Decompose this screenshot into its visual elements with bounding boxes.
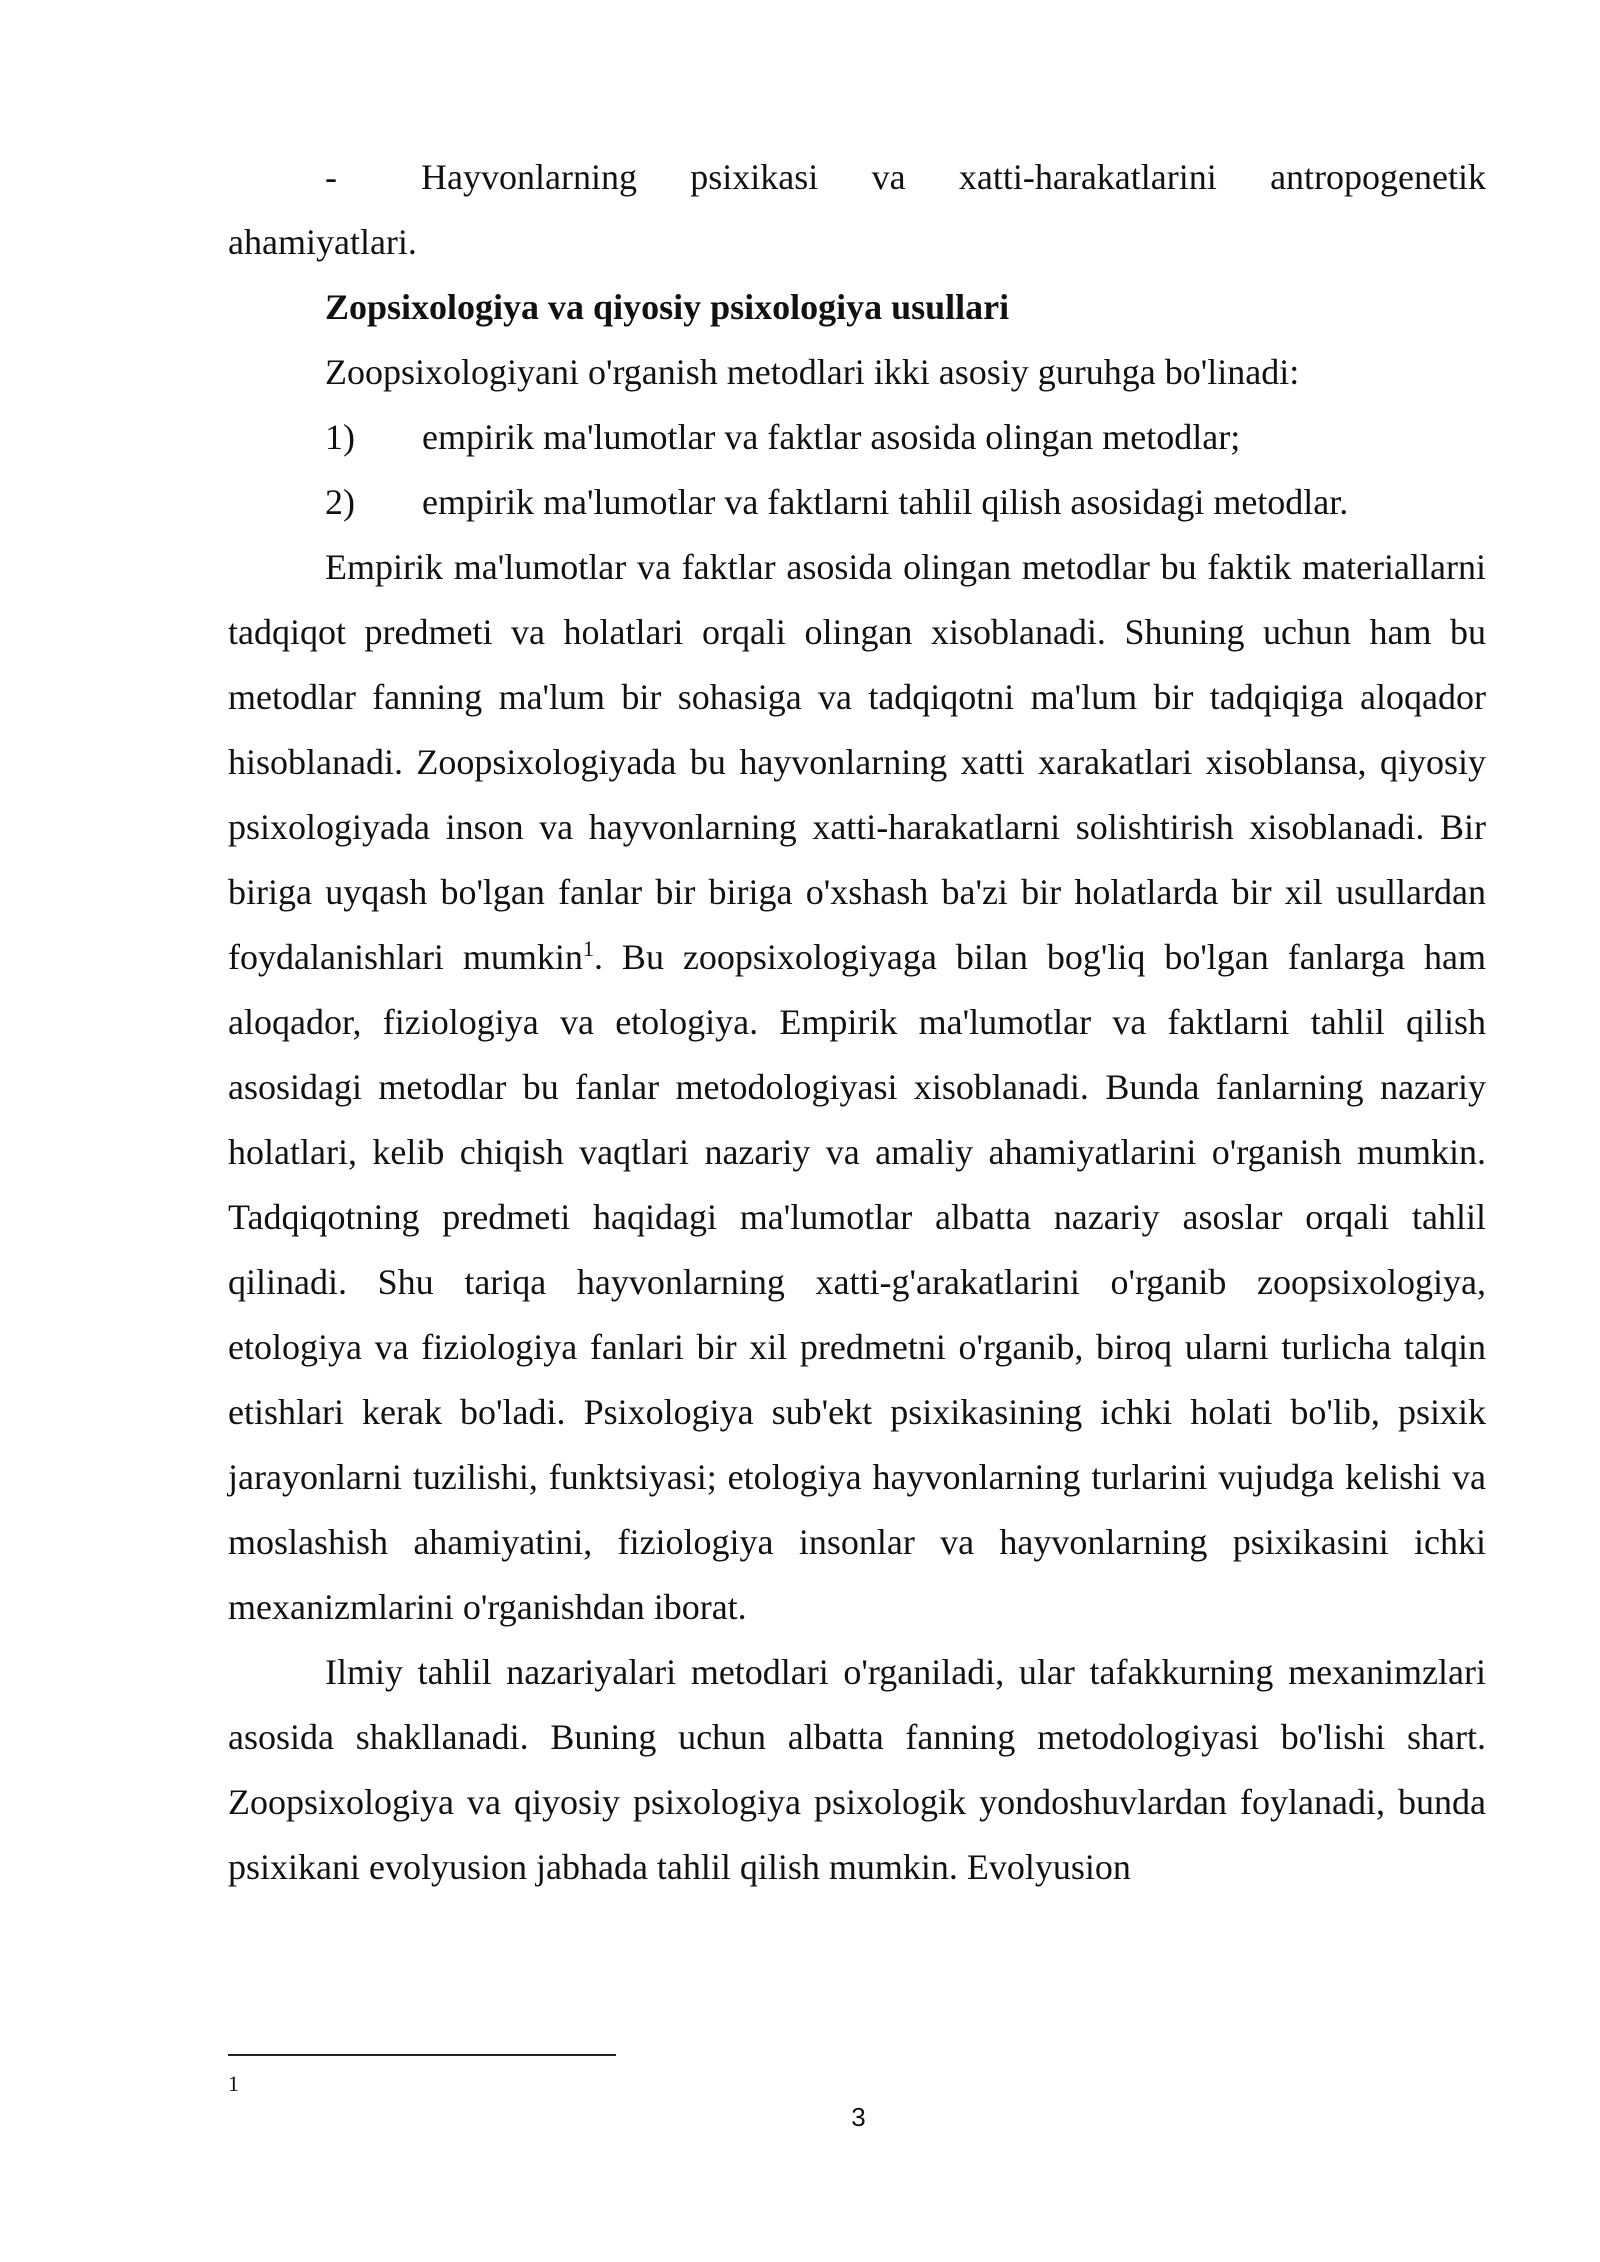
document-page bbox=[228, 145, 1486, 1900]
list-item bbox=[228, 405, 1486, 470]
lead-paragraph: Zoopsixologiyani o'rganish metodlari ikki asosiy guruhga bo'linadi: bbox=[325, 352, 1300, 392]
list-number: 2) bbox=[325, 482, 355, 522]
footnote-separator bbox=[228, 2054, 616, 2056]
list-item bbox=[228, 470, 1486, 535]
list-dash: - bbox=[325, 157, 337, 197]
intro-text: Hayvonlarning psixikasi va xatti-harakatlarini antropogenetik ahamiyatlari. bbox=[228, 157, 1486, 262]
footnote-mark: 1 bbox=[228, 2071, 239, 2096]
body-paragraph-1 bbox=[228, 535, 1486, 1640]
intro-line bbox=[228, 145, 1486, 275]
list-number: 1) bbox=[325, 417, 355, 457]
paragraph-text: . Bu zoopsixologiyaga bilan bog'liq bo'lgan fanlarga ham aloqador, fiziologiya va etologiya. Empirik ma'lumotlar va faktlarni tahlil qilish asosidagi metodlar bu fanlar metodologiyasi xisoblanadi. Bunda fanlarning nazariy holatlari, kelib chiqish vaqtlari nazariy va amaliy ahamiyatlarini o'rganish mumkin. Tadqiqotning predmeti haqidagi ma'lumotlar albatta nazariy asoslar orqali tahlil qilinadi. Shu tariqa hayvonlarning xatti-g'arakatlarini o'rganib zoopsixologiya, etologiya va fiziologiya fanlari bir xil predmetni o'rganib, biroq ularni turlicha talqin etishlari kerak bo'ladi. Psixologiya sub'ekt psixikasining ichki holati bo'lib, psixik jarayonlarni tuzilishi, funktsiyasi; etologiya hayvonlarning turlarini vujudga kelishi va moslashish ahamiyatini, fiziologiya insonlar va hayvonlarning psixikasini ichki mexanizmlarini o'rganishdan iborat. bbox=[228, 937, 1487, 1627]
list-text: empirik ma'lumotlar va faktlar asosida olingan metodlar; bbox=[422, 417, 1241, 457]
body-paragraph-2: Ilmiy tahlil nazariyalari metodlari o'rganiladi, ular tafakkurning mexanimzlari asosida shakllanadi. Buning uchun albatta fanning metodologiyasi bo'lishi shart. Zoopsixologiya va qiyosiy psixologiya psixologik yondoshuvlardan foylanadi, bunda psixikani evolyusion jabhada tahlil qilish mumkin. Evolyusion bbox=[228, 1652, 1486, 1887]
footnote-reference[interactable]: 1 bbox=[582, 936, 594, 961]
list-text: empirik ma'lumotlar va faktlarni tahlil qilish asosidagi metodlar. bbox=[422, 482, 1349, 522]
section-heading: Zopsixologiya va qiyosiy psixologiya usullari bbox=[325, 287, 1010, 327]
page-number: 3 bbox=[851, 2102, 866, 2132]
paragraph-text: Empirik ma'lumotlar va faktlar asosida olingan metodlar bu faktik materiallarni tadqiqot predmeti va holatlari orqali olingan xisoblanadi. Shuning uchun ham bu metodlar fanning ma'lum bir sohasiga va tadqiqotni ma'lum bir tadqiqiga aloqador hisoblanadi. Zoopsixologiyada bu hayvonlarning xatti xarakatlari xisoblansa, qiyosiy psixologiyada inson va hayvonlarning xatti-harakatlarni solishtirish xisoblanadi. Bir biriga uyqash bo'lgan fanlar bir biriga o'xshash ba'zi bir holatlarda bir xil usullardan foydalanishlari mumkin bbox=[228, 547, 1486, 977]
footnote bbox=[228, 2070, 239, 2098]
